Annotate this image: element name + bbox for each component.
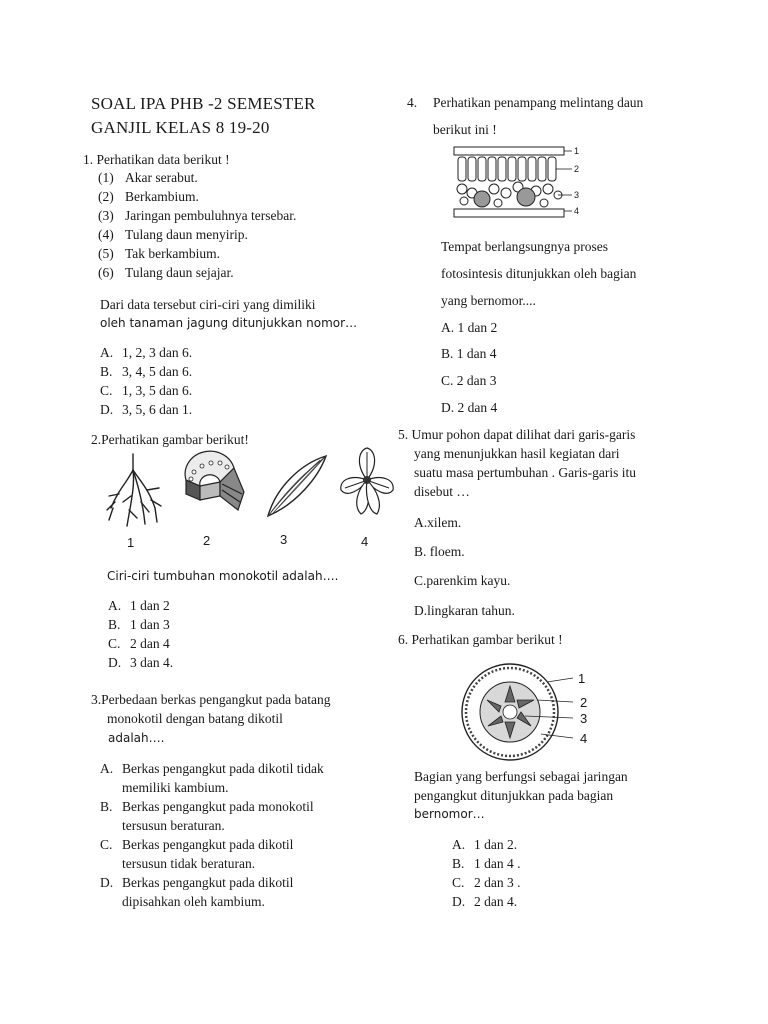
q5-option-a[interactable]: A.xilem.	[414, 515, 462, 530]
option-b[interactable]: B. 1 dan 4 .	[452, 856, 521, 871]
q3-stem-line-2: monokotil dengan batang dikotil	[107, 711, 283, 726]
option-c[interactable]: C. 2 dan 4	[108, 636, 170, 651]
list-item: (5) Tak berkambium.	[98, 246, 221, 261]
fibrous-root-illustration	[105, 452, 165, 532]
list-item: (3) Jaringan pembuluhnya tersebar.	[98, 208, 297, 223]
q6-options	[452, 835, 521, 911]
q6-stem: 6. Perhatikan gambar berikut !	[398, 632, 563, 647]
q4-question-line-1: Tempat berlangsungnya proses	[441, 239, 609, 254]
option-a[interactable]: A. 1, 2, 3 dan 6.	[100, 345, 193, 360]
q5-option-b[interactable]: B. floem.	[414, 544, 465, 559]
option-a[interactable]: A. Berkas pengangkut pada dikotil tidak memiliki kambium.	[100, 761, 324, 795]
option-d[interactable]: D. 3, 5, 6 dan 1.	[100, 402, 193, 417]
option-c[interactable]: C. Berkas pengangkut pada dikotil tersusun tidak beraturan.	[100, 837, 294, 871]
option-a[interactable]: A. 1 dan 2.	[452, 837, 518, 852]
q6-question-line-1: Bagian yang berfungsi sebagai jaringan	[414, 769, 628, 784]
q4-label-2: 2	[574, 164, 580, 174]
q1-stem: 1. Perhatikan data berikut !	[83, 152, 230, 167]
q5-option-d[interactable]: D.lingkaran tahun.	[414, 603, 515, 618]
list-item: (4) Tulang daun menyirip.	[98, 227, 248, 242]
q2-label-1: 1	[127, 535, 135, 550]
stem-cross-section-illustration	[455, 660, 580, 765]
q4-option-c[interactable]: C. 2 dan 3	[441, 373, 497, 388]
q4-stem-line-2: berikut ini !	[433, 122, 497, 137]
option-b[interactable]: B. Berkas pengangkut pada monokotil tersusun beraturan.	[100, 799, 314, 833]
q5-stem-line-1: 5. Umur pohon dapat dilihat dari garis-garis	[398, 427, 636, 442]
q2-question: Ciri-ciri tumbuhan monokotil adalah….	[107, 569, 339, 583]
q3-stem-line-3: adalah….	[108, 731, 165, 745]
option-d[interactable]: D. Berkas pengangkut pada dikotil dipisahkan oleh kambium.	[100, 875, 294, 909]
option-c[interactable]: C. 1, 3, 5 dan 6.	[100, 383, 193, 398]
option-c[interactable]: C. 2 dan 3 .	[452, 875, 521, 890]
option-b[interactable]: B. 1 dan 3	[108, 617, 170, 632]
q2-label-2: 2	[203, 533, 211, 548]
q5-stem-line-4: disebut …	[414, 484, 470, 499]
leaf-illustration	[262, 452, 332, 522]
q6-label-1: 1	[578, 671, 586, 686]
q4-label-4: 4	[574, 206, 580, 216]
q5-stem-line-3: suatu masa pertumbuhan . Garis-garis itu	[414, 465, 636, 480]
option-d[interactable]: D. 2 dan 4.	[452, 894, 518, 909]
option-b[interactable]: B. 3, 4, 5 dan 6.	[100, 364, 193, 379]
q3-options	[100, 759, 324, 911]
option-a[interactable]: A. 1 dan 2	[108, 598, 170, 613]
q4-number: 4.	[407, 95, 418, 110]
q4-stem-line-1: Perhatikan penampang melintang daun	[433, 95, 644, 110]
q4-option-a[interactable]: A. 1 dan 2	[441, 320, 498, 335]
list-item: (6) Tulang daun sejajar.	[98, 265, 234, 280]
q4-question-line-3: yang bernomor....	[441, 293, 536, 308]
q5-option-c[interactable]: C.parenkim kayu.	[414, 573, 511, 588]
q6-label-4: 4	[580, 731, 588, 746]
option-d[interactable]: D. 3 dan 4.	[108, 655, 174, 670]
q2-stem: 2.Perhatikan gambar berikut!	[91, 432, 249, 447]
list-item: (2) Berkambium.	[98, 189, 199, 204]
stem-section-illustration	[180, 452, 250, 522]
q4-label-1: 1	[574, 146, 580, 156]
q1-question-line-2: oleh tanaman jagung ditunjukkan nomor…	[100, 316, 358, 330]
q1-data-list	[98, 168, 296, 282]
title-line-1: SOAL IPA PHB -2 SEMESTER	[91, 94, 316, 113]
q2-label-4: 4	[361, 534, 369, 549]
q4-label-3: 3	[574, 190, 580, 200]
q2-options	[108, 596, 173, 672]
flower-illustration	[335, 444, 400, 519]
q6-label-2: 2	[580, 695, 588, 710]
leaf-cross-section-illustration	[452, 145, 582, 223]
q3-stem-line-1: 3.Perbedaan berkas pengangkut pada batang	[91, 692, 331, 707]
q4-question-line-2: fotosintesis ditunjukkan oleh bagian	[441, 266, 637, 281]
list-item: (1) Akar serabut.	[98, 170, 198, 185]
q1-options	[100, 343, 192, 419]
q2-label-3: 3	[280, 532, 288, 547]
q4-option-d[interactable]: D. 2 dan 4	[441, 400, 498, 415]
q6-question-line-2: pengangkut ditunjukkan pada bagian	[414, 788, 614, 803]
q6-question-line-3: bernomor…	[414, 807, 485, 821]
q5-stem-line-2: yang menunjukkan hasil kegiatan dari	[414, 446, 620, 461]
q6-label-3: 3	[580, 711, 588, 726]
q4-option-b[interactable]: B. 1 dan 4	[441, 346, 497, 361]
title-line-2: GANJIL KELAS 8 19-20	[91, 118, 270, 137]
q1-question-line-1: Dari data tersebut ciri-ciri yang dimiliki	[100, 297, 316, 312]
